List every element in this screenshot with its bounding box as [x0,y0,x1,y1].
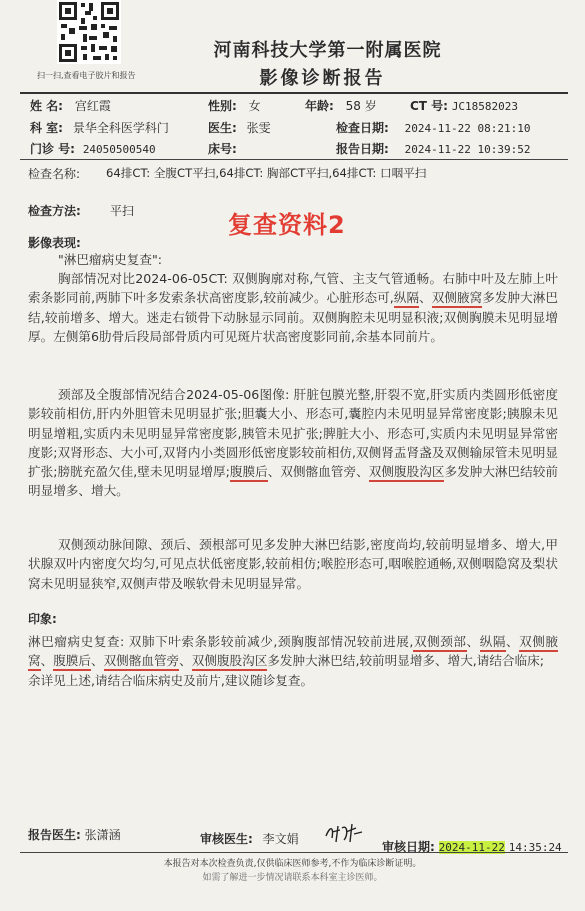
reporter-label: 报告医生: [28,828,81,842]
exam-method-value: 平扫 [110,204,135,218]
impression-label: 印象: [28,612,57,626]
reviewer-row [200,830,299,847]
mediastinum-mark-2: 纵隔 [480,634,506,652]
reporter-name: 张潇涵 [84,828,121,842]
abdomen-text-a: 颈部及全腹部情况结合2024-05-06图像: 肝脏包膜光整,肝裂不宽,肝实质内类圆形低密度影较前相仿,肝内外胆管未见明显扩张;胆囊大小、形态可,囊腔内未见明显异常密度影;胰腺未见明显增粗,实质内未见明显异常密度影,胰管未见扩张;脾脏大小、形态可,实质内未见明显异常密度影;双肾形态、大小可,双肾内小类圆形低密度影较前相仿,双侧肾盂肾盏及双侧输尿管未见明显扩张;膀胱充盈欠佳,壁未见明显增厚; [28,387,558,480]
report-date-label: 报告日期: [336,142,389,156]
exam-name-value: 64排CT: 全腹CT平扫,64排CT: 胸部CT平扫,64排CT: 口咽平扫 [106,166,427,180]
report-title: 影像诊断报告 [259,68,386,89]
impression-c: 余详见上述,请结合临床病史及前片,建议随诊复查。 [28,672,314,688]
footnote-contact: 如需了解进一步情况请联系本科室主诊医师。 [202,873,383,883]
ct-row [410,97,518,114]
gender-value: 女 [248,99,261,113]
patient-name-row [30,97,111,114]
impression-a: 淋巴瘤病史复查: 双肺下叶索条影较前减少,颈胸腹部情况较前进展, [28,634,414,649]
hospital-name: 河南科技大学第一附属医院 [213,40,442,61]
patient-name: 宫红霞 [74,99,111,113]
review-material-stamp: 复查资料2 [228,211,346,239]
chest-text-a: 胸部情况对比2024-06-05CT: 双侧胸廓对称,气管、主支气管通畅。右肺中叶及左肺上叶索条影同前,两肺下叶多发索条状高密度影,较前减少。心脏形态可, [28,271,558,306]
review-time-value: 14:35:24 [508,841,562,854]
gender-label: 性别: [208,99,237,113]
bed-row [208,140,243,157]
neck-mark: 双侧颈部 [413,634,466,652]
reviewer-name: 李文娟 [262,832,299,846]
findings-label: 影像表现: [28,236,81,250]
patient-divider [20,159,568,160]
dept-label: 科 室: [30,121,63,135]
clinic-row [30,140,156,157]
chest-text-b: 、 [419,290,432,306]
age-row [305,97,377,114]
report-date-value: 2024-11-22 10:39:52 [404,143,531,156]
sep-5: 、 [179,653,192,669]
sep-3: 、 [40,653,54,669]
qr-caption: 扫一扫,查看电子胶片和报告 [37,71,136,80]
header-divider [20,92,568,94]
ct-number: JC18582023 [451,100,519,113]
dept-value: 景华全科医学科门 [72,121,169,135]
findings-chest [28,269,558,346]
retroperitoneal-mark-2: 腹膜后 [53,653,91,671]
reviewer-label: 审核医生: [200,832,253,846]
report-date-row [336,140,530,157]
inguinal-mark: 双侧腹股沟区 [369,464,445,482]
sep-1: 、 [466,634,480,649]
gender-row [208,97,261,114]
sep-2: 、 [506,634,520,649]
doctor-value: 张雯 [246,121,271,135]
sep-4: 、 [90,653,104,669]
ct-label: CT 号: [410,99,448,113]
footnote-disclaimer: 本报告对本次检查负责,仅供临床医师参考,不作为临床诊断证明。 [163,859,422,869]
exam-name-label: 检查名称: [28,167,81,181]
age-label: 年龄: [305,99,334,113]
abdomen-text-c: 多发肿大淋巴结较前明显增多、增大。 [28,464,559,499]
findings-intro: "淋巴瘤病史复查": [58,252,162,267]
footer-divider [20,852,568,853]
iliac-mark: 双侧髂血管旁 [104,653,180,671]
impression-b: 多发肿大淋巴结,较前明显增多、增大,请结合临床; [267,653,544,669]
review-date-value: 2024-11-22 [438,841,505,854]
doctor-row [208,119,271,136]
chest-text-c: 多发肿大淋巴结,较前增多、增大。迷走右锁骨下动脉显示同前。双侧胸腔未见明显积液;双侧胸膜未见明显增厚。左侧第6肋骨后段局部骨质内可见斑片状高密度影同前,余基本同前片。 [28,290,559,344]
axilla-mark: 双侧腋窝 [432,290,483,308]
name-label: 姓 名: [30,99,63,113]
reporter-row [28,826,121,843]
impression-text [28,632,558,690]
exam-method-label: 检查方法: [28,204,81,218]
exam-date-label: 检查日期: [336,121,389,135]
findings-abdomen [28,385,558,501]
clinic-label: 门诊 号: [30,142,75,156]
exam-date-value: 2024-11-22 08:21:10 [404,122,531,135]
mediastinum-mark: 纵隔 [394,290,419,308]
retroperitoneal-mark: 腹膜后 [230,464,268,482]
age-value: 58 岁 [345,99,377,113]
doctor-label: 医生: [208,121,237,135]
clinic-number: 24050500540 [82,143,156,156]
findings-neck: 双侧颈动脉间隙、颈后、颈根部可见多发肿大淋巴结影,密度尚均,较前明显增多、增大,甲状腺双叶内密度欠均匀,可见点状低密度影,较前相仿;喉腔形态可,咽喉腔通畅,双侧咽隐窝及梨状窝未见明显狭窄,双侧声带及喉软骨未见明显异常。 [28,537,558,591]
reviewer-signature [324,822,364,844]
axilla-mark-2: 双侧腋窝 [28,634,558,671]
exam-date-row [336,119,530,136]
bed-label: 床号: [208,142,237,156]
dept-row [30,119,169,136]
abdomen-text-b: 、双侧髂血管旁、 [267,464,369,480]
inguinal-mark-2: 双侧腹股沟区 [192,653,268,671]
review-date-label: 审核日期: [382,840,435,854]
